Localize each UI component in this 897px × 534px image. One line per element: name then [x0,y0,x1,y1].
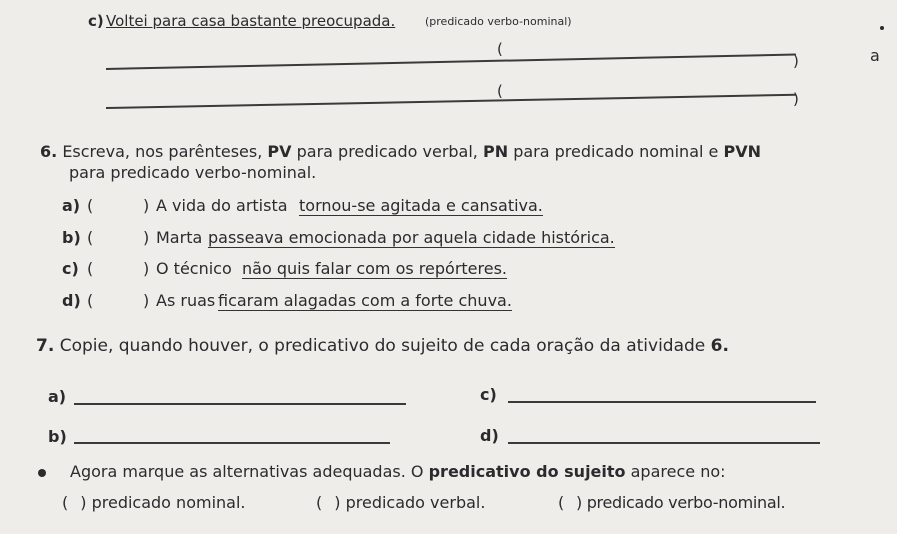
prev-item-letter: c) [88,12,104,30]
q6-pn: PN [482,142,509,161]
q6-paren-close: ) [143,196,150,215]
q7-answer-letter: a) [48,387,67,406]
q7-instruction [36,336,729,356]
q6-instruction-line-1 [40,142,761,161]
check-text-b: aparece no: [630,462,726,481]
check-text-a: Agora marque as alternativas adequadas. O [70,462,424,481]
q6-paren-close: ) [143,259,150,278]
q6-instruction-line-2: para predicado verbo-nominal. [69,163,317,182]
q6-answer-box-d[interactable] [96,291,136,311]
q6-item-underlined: tornou-se agitada e cansativa. [299,196,543,215]
check-option-verbo-nominal[interactable] [558,493,785,512]
answer-paren-open-1: ( [497,40,503,58]
q6-item-pre: Marta [156,228,203,247]
q6-item-letter: d) [62,291,81,310]
prev-item-note: (predicado verbo-nominal) [425,15,572,28]
q6-paren-close: ) [143,291,150,310]
check-option-label: predicado verbo-nominal. [586,493,786,512]
check-paren-open: ( [62,493,69,512]
q7-number: 7. [36,336,55,356]
q7-answer-line-b[interactable] [74,442,390,444]
q6-pvn: PVN [723,142,761,161]
q7-answer-line-c[interactable] [508,401,816,403]
prev-item-sentence: Voltei para casa bastante preocupada. [106,12,396,30]
q6-text-b: para predicado verbal, [296,142,478,161]
check-paren-close: ) [80,493,87,512]
q6-item-underlined: não quis falar com os repórteres. [242,259,508,278]
check-option-verbal[interactable] [316,493,485,512]
q6-item-underlined: ficaram alagadas com a forte chuva. [218,291,512,310]
check-instruction [70,462,726,481]
q7-answer-letter: b) [48,427,67,446]
q6-item-letter: a) [62,196,81,215]
answer-paren-open-2: ( [497,82,503,100]
q6-item-underlined: passeava emocionada por aquela cidade histórica. [208,228,615,247]
answer-paren-close-2: ) [793,90,799,108]
check-paren-close: ) [575,493,582,512]
q6-answer-box-a[interactable] [96,196,136,216]
q6-paren-open: ( [87,291,94,310]
q6-item-letter: c) [62,259,79,278]
q6-paren-open: ( [87,259,94,278]
check-option-nominal[interactable] [62,493,246,512]
q6-paren-open: ( [87,228,94,247]
q6-item-pre: As ruas [156,291,216,310]
q6-item-letter: b) [62,228,81,247]
q6-number: 6. [40,142,58,161]
answer-line-2[interactable] [106,94,796,109]
margin-dot [880,26,884,30]
check-text-bold: predicativo do sujeito [428,462,626,481]
check-option-label: predicado nominal. [91,493,246,512]
check-paren-close: ) [334,493,341,512]
q6-answer-box-b[interactable] [96,228,136,248]
q7-activity-number: 6. [710,336,729,356]
bullet-icon [38,469,46,477]
answer-line-1[interactable] [106,54,796,70]
q7-text: Copie, quando houver, o predicativo do sujeito de cada oração da atividade [59,336,706,356]
q6-pv: PV [267,142,292,161]
answer-paren-close-1: ) [793,52,799,70]
q6-paren-open: ( [87,196,94,215]
q7-answer-line-a[interactable] [74,403,406,405]
q6-item-pre: A vida do artista [156,196,288,215]
q6-answer-box-c[interactable] [96,259,136,279]
q6-text-a: Escreva, nos parênteses, [62,142,263,161]
margin-letter: a [870,46,880,65]
q7-answer-line-d[interactable] [508,442,820,444]
check-option-label: predicado verbal. [345,493,486,512]
check-paren-open: ( [558,493,564,512]
q6-paren-close: ) [143,228,150,247]
q7-answer-letter: c) [480,385,497,404]
q6-item-pre: O técnico [156,259,232,278]
q7-answer-letter: d) [480,426,499,445]
q6-text-c: para predicado nominal e [513,142,719,161]
check-paren-open: ( [316,493,323,512]
